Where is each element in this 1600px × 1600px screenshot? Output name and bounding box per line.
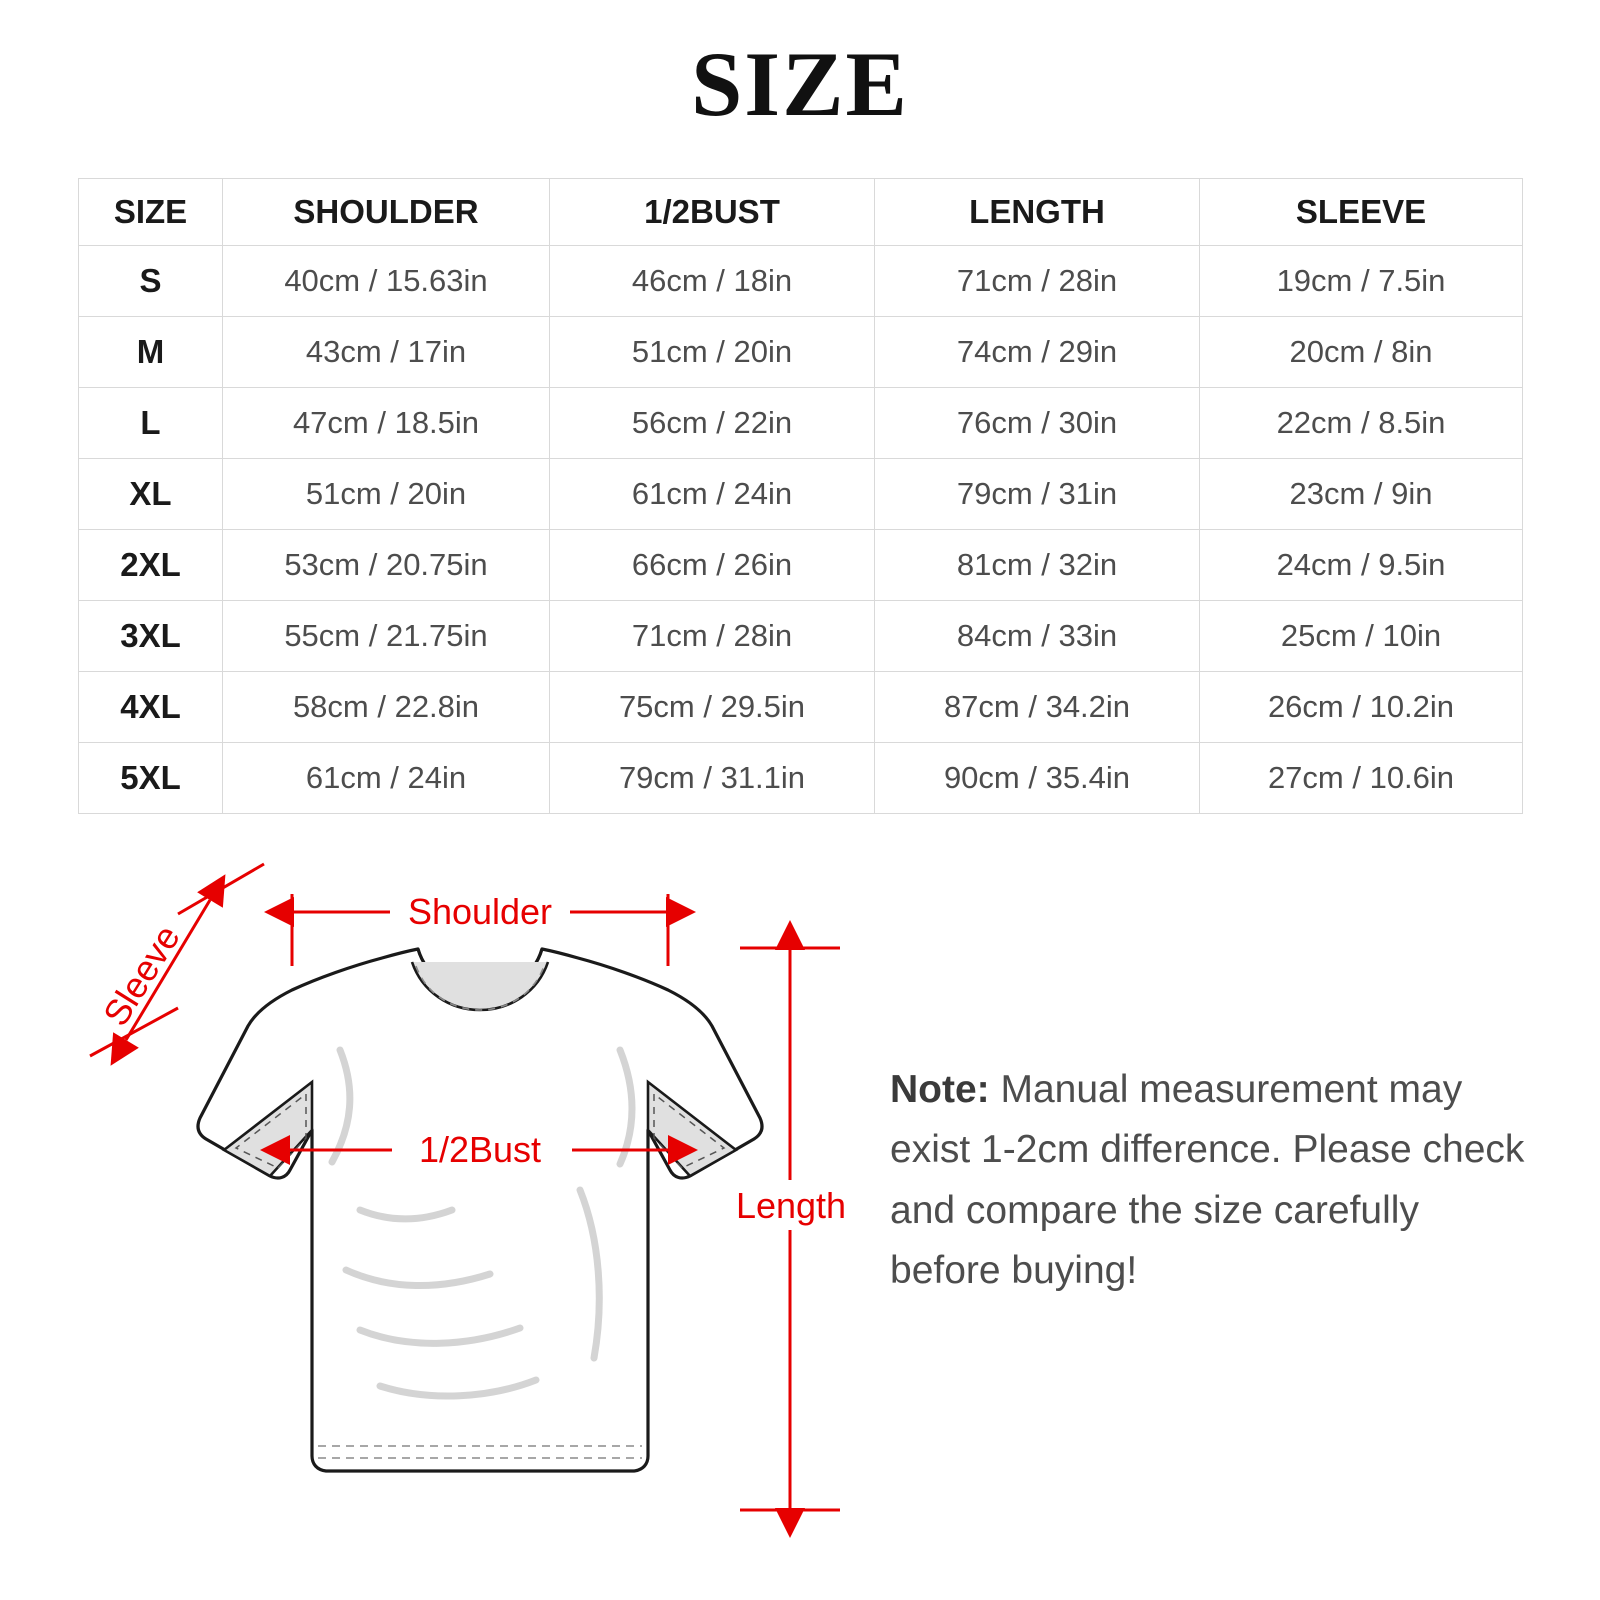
- cell-size: M: [79, 317, 223, 388]
- cell-sleeve: 20cm / 8in: [1200, 317, 1523, 388]
- cell-sleeve: 22cm / 8.5in: [1200, 388, 1523, 459]
- label-half-bust: 1/2Bust: [418, 1129, 542, 1170]
- cell-sleeve: 25cm / 10in: [1200, 601, 1523, 672]
- cell-length: 84cm / 33in: [875, 601, 1200, 672]
- cell-size: XL: [79, 459, 223, 530]
- table-row: [79, 743, 1523, 814]
- cell-shoulder: 47cm / 18.5in: [223, 388, 550, 459]
- cell-length: 79cm / 31in: [875, 459, 1200, 530]
- cell-sleeve: 24cm / 9.5in: [1200, 530, 1523, 601]
- table-row: [79, 317, 1523, 388]
- cell-bust: 75cm / 29.5in: [550, 672, 875, 743]
- size-chart-table: [78, 178, 1523, 814]
- cell-shoulder: 40cm / 15.63in: [223, 246, 550, 317]
- cell-bust: 66cm / 26in: [550, 530, 875, 601]
- cell-bust: 61cm / 24in: [550, 459, 875, 530]
- cell-size: 5XL: [79, 743, 223, 814]
- table-row: [79, 530, 1523, 601]
- cell-length: 87cm / 34.2in: [875, 672, 1200, 743]
- cell-length: 81cm / 32in: [875, 530, 1200, 601]
- cell-shoulder: 61cm / 24in: [223, 743, 550, 814]
- cell-shoulder: 58cm / 22.8in: [223, 672, 550, 743]
- cell-bust: 71cm / 28in: [550, 601, 875, 672]
- tshirt-outline: [198, 949, 762, 1471]
- cell-size: 3XL: [79, 601, 223, 672]
- note-label: Note:: [890, 1068, 990, 1111]
- table-row: [79, 601, 1523, 672]
- cell-bust: 56cm / 22in: [550, 388, 875, 459]
- cell-bust: 51cm / 20in: [550, 317, 875, 388]
- shoulder-dimension: [292, 890, 668, 966]
- label-shoulder: Shoulder: [407, 891, 553, 932]
- table-row: [79, 459, 1523, 530]
- table-row: [79, 672, 1523, 743]
- note-text: Manual measurement may exist 1-2cm difference. Please check and compare the size carefully before buying!: [890, 1068, 1525, 1293]
- cell-bust: 79cm / 31.1in: [550, 743, 875, 814]
- table-row: [79, 246, 1523, 317]
- cell-size: L: [79, 388, 223, 459]
- table-header-row: [79, 179, 1523, 246]
- column-header-sleeve: SLEEVE: [1200, 179, 1523, 246]
- column-header-length: LENGTH: [875, 179, 1200, 246]
- column-header-shoulder: SHOULDER: [223, 179, 550, 246]
- cell-sleeve: 27cm / 10.6in: [1200, 743, 1523, 814]
- cell-shoulder: 55cm / 21.75in: [223, 601, 550, 672]
- tshirt-measurement-diagram: [60, 850, 860, 1550]
- cell-size: 2XL: [79, 530, 223, 601]
- label-sleeve: Sleeve: [94, 917, 188, 1033]
- cell-size: 4XL: [79, 672, 223, 743]
- cell-length: 90cm / 35.4in: [875, 743, 1200, 814]
- table-row: [79, 388, 1523, 459]
- sleeve-dimension: [90, 864, 264, 1056]
- length-dimension: [718, 948, 860, 1510]
- cell-sleeve: 23cm / 9in: [1200, 459, 1523, 530]
- cell-bust: 46cm / 18in: [550, 246, 875, 317]
- column-header-bust: 1/2BUST: [550, 179, 875, 246]
- cell-length: 74cm / 29in: [875, 317, 1200, 388]
- cell-length: 71cm / 28in: [875, 246, 1200, 317]
- cell-sleeve: 19cm / 7.5in: [1200, 246, 1523, 317]
- label-length: Length: [735, 1185, 847, 1226]
- page-title: SIZE: [691, 33, 909, 135]
- cell-length: 76cm / 30in: [875, 388, 1200, 459]
- cell-shoulder: 51cm / 20in: [223, 459, 550, 530]
- measurement-note: [890, 1060, 1540, 1302]
- cell-shoulder: 43cm / 17in: [223, 317, 550, 388]
- cell-size: S: [79, 246, 223, 317]
- column-header-size: SIZE: [79, 179, 223, 246]
- cell-sleeve: 26cm / 10.2in: [1200, 672, 1523, 743]
- cell-shoulder: 53cm / 20.75in: [223, 530, 550, 601]
